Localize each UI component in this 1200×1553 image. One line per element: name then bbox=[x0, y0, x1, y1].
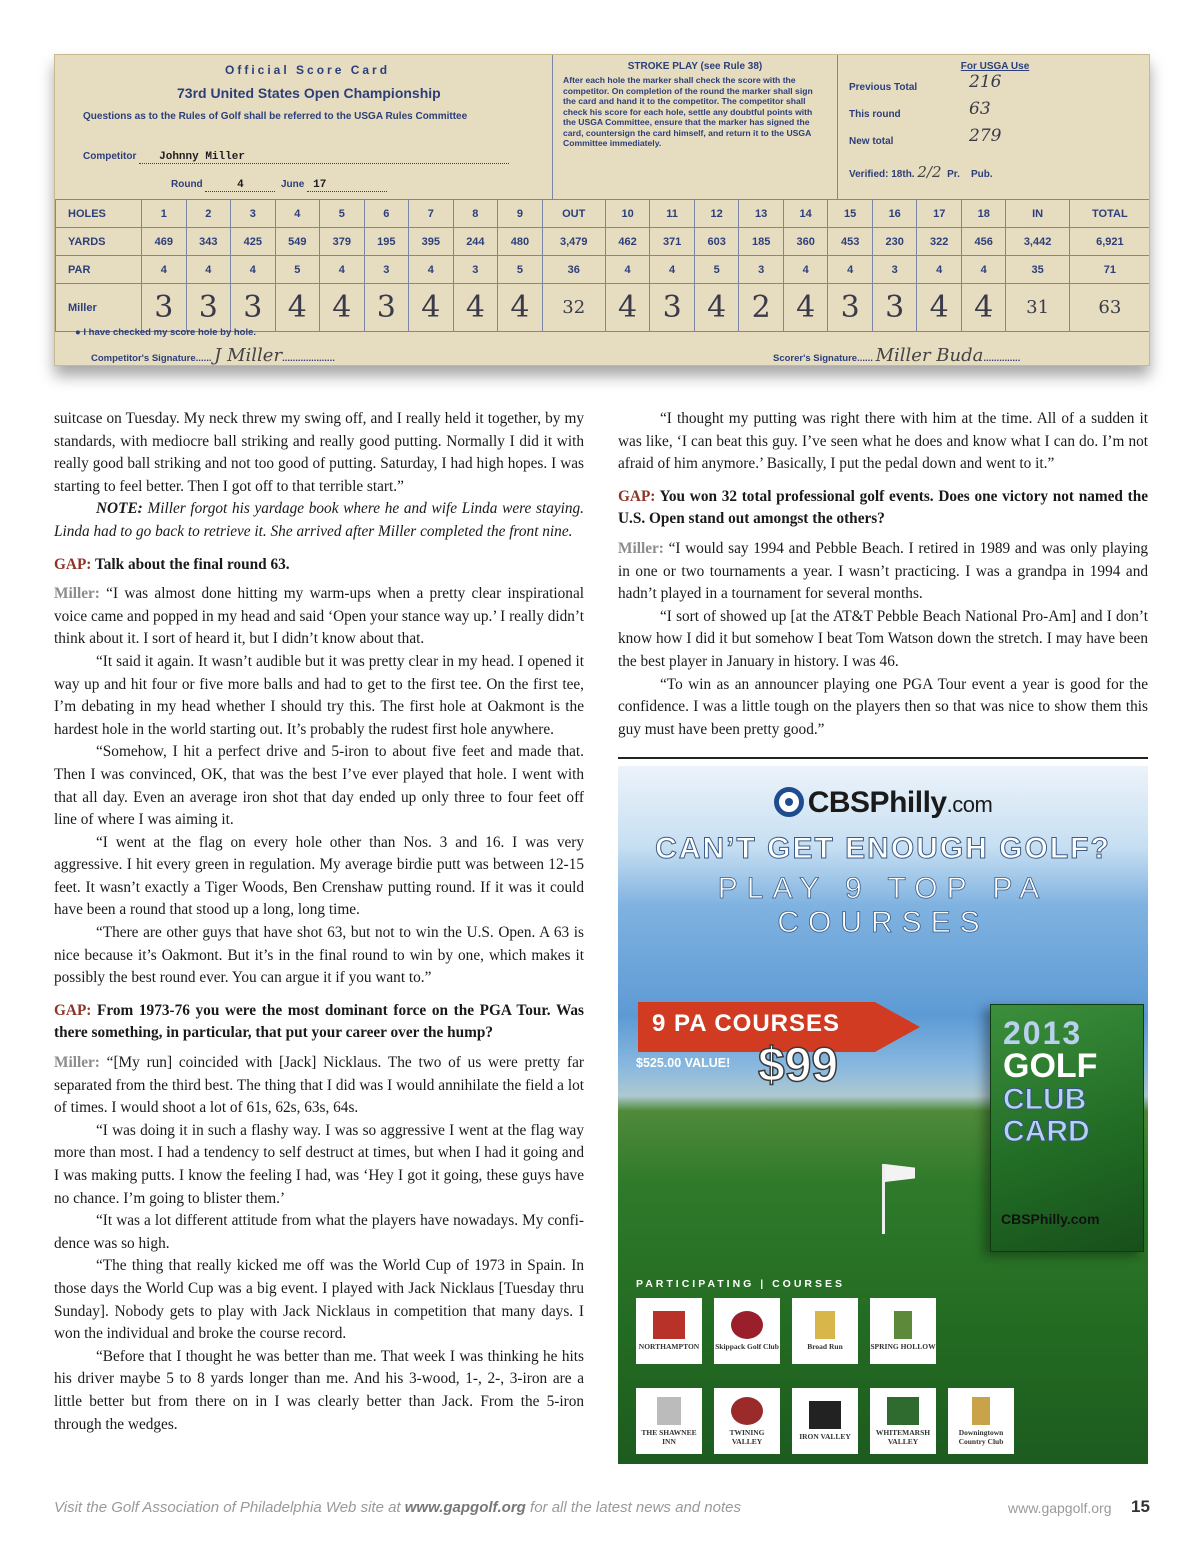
score-card-header bbox=[55, 55, 551, 199]
par-cell: 5 bbox=[694, 256, 739, 284]
holes-cell: 14 bbox=[783, 200, 828, 228]
miller-cell: 63 bbox=[1069, 284, 1150, 332]
miller-cell: 3 bbox=[142, 284, 187, 332]
par-cell: 4 bbox=[409, 256, 454, 284]
yards-cell: 195 bbox=[364, 228, 409, 256]
par-cell: 4 bbox=[783, 256, 828, 284]
par-cell: 5 bbox=[275, 256, 320, 284]
new-total-label: New total bbox=[849, 136, 894, 147]
question-label: GAP: bbox=[54, 555, 92, 573]
holes-cell: 3 bbox=[231, 200, 276, 228]
usga-use-title: For USGA Use bbox=[960, 61, 1030, 72]
par-cell: 4 bbox=[186, 256, 231, 284]
par-cell: 5 bbox=[498, 256, 543, 284]
holes-cell: 13 bbox=[739, 200, 784, 228]
miller-score-row bbox=[56, 284, 1151, 332]
score-card-rules-note: Questions as to the Rules of Golf shall be referred to the USGA Rules Committee bbox=[83, 111, 468, 122]
yards-cell: 395 bbox=[409, 228, 454, 256]
answer bbox=[54, 583, 584, 651]
course-name: Downingtown Country Club bbox=[958, 1427, 1004, 1446]
course-logo bbox=[948, 1388, 1014, 1454]
miller-cell: 4 bbox=[453, 284, 498, 332]
verified-value: 2/2 bbox=[917, 163, 942, 181]
golf-club-card bbox=[990, 1004, 1144, 1252]
article-column-left bbox=[54, 408, 584, 1436]
course-logo bbox=[714, 1298, 780, 1364]
footer-text: Visit the Golf Association of Philadelphia Web site at bbox=[54, 1499, 405, 1516]
page-number: 15 bbox=[1131, 1497, 1150, 1516]
miller-cell: 3 bbox=[231, 284, 276, 332]
card-type: CARD bbox=[1003, 1115, 1090, 1148]
usga-use-box bbox=[839, 55, 1150, 199]
score-card-official-label: Official Score Card bbox=[225, 63, 391, 77]
question bbox=[618, 486, 1148, 531]
par-cell: 3 bbox=[739, 256, 784, 284]
score-card-competitor bbox=[83, 151, 509, 164]
score-card-round bbox=[171, 179, 387, 192]
course-logo bbox=[714, 1388, 780, 1454]
miller-cell: 3 bbox=[186, 284, 231, 332]
round-value: 4 bbox=[237, 179, 244, 191]
ad-brand: CBSPhilly bbox=[807, 786, 947, 819]
previous-total-value: 216 bbox=[969, 72, 1002, 92]
yards-cell: 425 bbox=[231, 228, 276, 256]
holes-cell: 5 bbox=[320, 200, 365, 228]
holes-cell: 9 bbox=[498, 200, 543, 228]
note-label: NOTE: bbox=[96, 500, 143, 518]
holes-cell: 12 bbox=[694, 200, 739, 228]
round-label: Round bbox=[171, 179, 203, 190]
course-logo bbox=[792, 1388, 858, 1454]
holes-cell: 8 bbox=[453, 200, 498, 228]
answer bbox=[618, 538, 1148, 606]
par-cell: 4 bbox=[320, 256, 365, 284]
competitor-signature-label: Competitor's Signature bbox=[91, 353, 196, 364]
yards-cell: 244 bbox=[453, 228, 498, 256]
par-cell: 3 bbox=[453, 256, 498, 284]
card-year: 2013 bbox=[1003, 1015, 1083, 1051]
yards-row bbox=[56, 228, 1151, 256]
par-cell: 36 bbox=[542, 256, 605, 284]
ad-brand-suffix: .com bbox=[946, 792, 993, 817]
answer-text: “[My run] coincided with [Jack] Nicklaus. The two of us were pretty far separated from the third best. The thing that I did was I would annihilate the field a lot of times. I would shoot a lot of 61s, 62s, 63s, 64s. bbox=[54, 1054, 584, 1117]
yards-cell: 322 bbox=[917, 228, 962, 256]
course-name: IRON VALLEY bbox=[799, 1432, 851, 1441]
yards-cell: 360 bbox=[783, 228, 828, 256]
holes-cell: 6 bbox=[364, 200, 409, 228]
question-text: You won 32 total professional golf events. Does one victory not named the U.S. Open stand out amongst the others? bbox=[618, 487, 1148, 528]
miller-cell: 4 bbox=[694, 284, 739, 332]
scorer-signature-line: Scorer's Signature...... Miller Buda.............. bbox=[773, 345, 1021, 366]
golf-flag-icon bbox=[885, 1164, 915, 1182]
course-logo bbox=[870, 1298, 936, 1364]
par-row bbox=[56, 256, 1151, 284]
note-text: Miller forgot his yardage book where he and wife Linda were staying. Linda had to go back to retrieve it. She arrived after Miller completed the front nine. bbox=[54, 500, 584, 540]
competitor-name: Johnny Miller bbox=[159, 151, 245, 163]
miller-cell: 3 bbox=[828, 284, 873, 332]
previous-total-label: Previous Total bbox=[849, 82, 918, 93]
yards-cell: 549 bbox=[275, 228, 320, 256]
stroke-play-title: STROKE PLAY (see Rule 38) bbox=[627, 61, 763, 72]
miller-cell: 4 bbox=[498, 284, 543, 332]
verified-label: Verified: 18th. bbox=[849, 169, 915, 180]
verified-row bbox=[849, 163, 1141, 181]
stroke-play-text: After each hole the marker shall check the score with the competitor. On completion of the round the marker shall sign the card and hand it to the competitor. The competitor shall check his score for each hole, settle any doubtful points with the USGA Committee, ensure that the marker has signed the card, countersign the card himself, and return it to the USGA Committee immediately. bbox=[563, 75, 813, 148]
par-cell: 4 bbox=[828, 256, 873, 284]
course-name: THE SHAWNEE INN bbox=[641, 1427, 697, 1446]
score-grid bbox=[55, 199, 1150, 332]
question bbox=[54, 554, 584, 577]
yards-cell: 456 bbox=[961, 228, 1006, 256]
participating-courses-label: PARTICIPATING | COURSES bbox=[636, 1278, 846, 1290]
card-golf: GOLF bbox=[1003, 1047, 1098, 1085]
answer bbox=[54, 1052, 584, 1120]
question-label: GAP: bbox=[618, 487, 656, 505]
ad-arrow-text: 9 PA COURSES bbox=[652, 1010, 841, 1037]
paragraph: “It was a lot different attitude from what the players have nowadays. My confi-dence was so high. bbox=[54, 1212, 584, 1252]
holes-cell: 18 bbox=[961, 200, 1006, 228]
new-total-row bbox=[849, 126, 1141, 163]
course-name: NORTHAMPTON bbox=[638, 1342, 700, 1351]
miller-cell: 4 bbox=[409, 284, 454, 332]
this-round-label: This round bbox=[849, 109, 901, 120]
holes-cell: IN bbox=[1006, 200, 1069, 228]
holes-cell: 17 bbox=[917, 200, 962, 228]
course-name: Skippack Golf Club bbox=[715, 1342, 779, 1351]
par-cell: 4 bbox=[231, 256, 276, 284]
editor-note bbox=[54, 498, 584, 543]
yards-cell: 3,442 bbox=[1006, 228, 1069, 256]
pr-label: Pr. bbox=[947, 169, 960, 180]
miller-cell: 4 bbox=[320, 284, 365, 332]
checked-statement: ● I have checked my score hole by hole. bbox=[75, 327, 257, 338]
paragraph: “Before that I thought he was better than me. That week I was thinking he hits his driver maybe 5 to 8 yards longer than me. And his 3-wood, 1-, 2-, 3-iron are a little better but from there on in I was clearly better than Jack. From the 5-iron through the wedges. bbox=[54, 1347, 584, 1433]
miller-cell: 4 bbox=[917, 284, 962, 332]
course-logo bbox=[792, 1298, 858, 1364]
competitor-label: Competitor bbox=[83, 151, 137, 162]
par-cell: 35 bbox=[1006, 256, 1069, 284]
yards-cell: 185 bbox=[739, 228, 784, 256]
holes-cell: 7 bbox=[409, 200, 454, 228]
yards-cell: 379 bbox=[320, 228, 365, 256]
paragraph: “Somehow, I hit a perfect drive and 5-iron to about five feet and made that. Then I was convinced, OK, that was the best I’ve ever played that hole. I went with that all day. Even an average iron shot that day ended up only three to four feet off line of where I was aiming it. bbox=[54, 743, 584, 829]
article-column-right bbox=[618, 408, 1148, 741]
competitor-signature-line: Competitor's Signature...... J Miller.................... bbox=[91, 345, 335, 366]
paragraph: “I went at the flag on every hole other than Nos. 3 and 16. I was very aggressive. I hit every green in regulation. My average birdie putt was between 12-15 feet. It wasn’t exactly a Tiger Woods, Ben Crenshaw putting round. If it was it could have been a round that stood up a long, long time. bbox=[54, 833, 584, 919]
par-cell: 4 bbox=[961, 256, 1006, 284]
card-club: CLUB bbox=[1003, 1083, 1087, 1116]
month-label: June bbox=[281, 179, 305, 190]
course-name: WHITEMARSH VALLEY bbox=[875, 1427, 931, 1446]
miller-cell: 3 bbox=[650, 284, 695, 332]
holes-cell: 2 bbox=[186, 200, 231, 228]
yards-cell: 371 bbox=[650, 228, 695, 256]
par-cell: 4 bbox=[605, 256, 650, 284]
miller-cell: 4 bbox=[961, 284, 1006, 332]
holes-cell: 11 bbox=[650, 200, 695, 228]
ad-headline: CAN’T GET ENOUGH GOLF? bbox=[655, 832, 1111, 865]
par-cell: 4 bbox=[917, 256, 962, 284]
holes-row bbox=[56, 200, 1151, 228]
answer-label: Miller: bbox=[54, 1054, 100, 1072]
par-cell: PAR bbox=[56, 256, 142, 284]
miller-cell: 3 bbox=[364, 284, 409, 332]
holes-cell: 10 bbox=[605, 200, 650, 228]
competitor-signature: J Miller bbox=[214, 345, 283, 366]
miller-cell: Miller bbox=[56, 284, 142, 332]
holes-cell: HOLES bbox=[56, 200, 142, 228]
paragraph: “I was doing it in such a flashy way. I was so aggressive I went at the flag way more than most. I had a tendency to self destruct at times, but when I had it going and I was making putts. I know the feeling I had, was ‘Hey I got it going, these guys have no chance. I’m going to blister them.’ bbox=[54, 1121, 584, 1207]
miller-cell: 2 bbox=[739, 284, 784, 332]
ad-subheadline: PLAY 9 TOP PA COURSES bbox=[717, 872, 1049, 939]
miller-cell: 32 bbox=[542, 284, 605, 332]
footer-text-end: for all the latest news and notes bbox=[525, 1499, 741, 1516]
yards-cell: 603 bbox=[694, 228, 739, 256]
paragraph: “It said it again. It wasn’t audible but it was pretty clear in my head. I opened it way up and hit four or five more balls and had to get to the first tee. On the first tee, I’m debating in my head whether I should try this. The first hole at Oakmont is the hardest hole in the world starting out. It’s probably the rudest first hole anywhere. bbox=[54, 652, 584, 738]
question-text: From 1973-76 you were the most dominant force on the PGA Tour. Was there something, in particular, that put your career over the hump? bbox=[54, 1001, 585, 1042]
cbs-eye-icon bbox=[774, 787, 804, 817]
miller-cell: 4 bbox=[783, 284, 828, 332]
yards-cell: 462 bbox=[605, 228, 650, 256]
previous-total-row bbox=[849, 72, 1141, 109]
yards-cell: 469 bbox=[142, 228, 187, 256]
yards-cell: 3,479 bbox=[542, 228, 605, 256]
paragraph: “I sort of showed up [at the AT&T Pebble Beach National Pro-Am] and I don’t know how I did it but somehow I beat Tom Watson down the stretch. I may have been the best player in January in history. I was 46. bbox=[618, 607, 1148, 670]
card-brand: CBSPhilly.com bbox=[1001, 1211, 1100, 1227]
paragraph: “I thought my putting was right there with him at the time. All of a sudden it was like, ‘I can beat this guy. I’ve seen what he does and know what I can do. I’m not afraid of him anymore.’ Basically, I put the pedal down and went to it.” bbox=[618, 410, 1148, 473]
pub-label: Pub. bbox=[970, 169, 993, 180]
cbs-philly-logo bbox=[618, 786, 1148, 820]
course-logo bbox=[870, 1388, 936, 1454]
answer-label: Miller: bbox=[618, 539, 664, 557]
course-logo bbox=[636, 1388, 702, 1454]
flag-pole bbox=[882, 1164, 885, 1234]
yards-cell: 343 bbox=[186, 228, 231, 256]
yards-cell: 453 bbox=[828, 228, 873, 256]
paragraph: “There are other guys that have shot 63, but not to win the U.S. Open. A 63 is nice because it’s Oakmont. But it’s in the final round to win by one, which makes it possibly the best round ever. You can argue it if you want to.” bbox=[54, 924, 584, 987]
holes-cell: 1 bbox=[142, 200, 187, 228]
par-cell: 4 bbox=[142, 256, 187, 284]
ad-value: $525.00 VALUE! bbox=[636, 1056, 731, 1070]
new-total-value: 279 bbox=[969, 126, 1002, 146]
ad-price: $99 bbox=[758, 1039, 839, 1092]
yards-cell: 480 bbox=[498, 228, 543, 256]
miller-cell: 31 bbox=[1006, 284, 1069, 332]
answer-text: “I would say 1994 and Pebble Beach. I retired in 1989 and was only playing in one or two tournaments a year. I wasn’t practicing. I was a grandpa in 1994 and hadn’t played in a tournament for several months. bbox=[618, 539, 1149, 603]
paragraph: “The thing that really kicked me off was the World Cup of 1973 in Spain. In those days the World Cup was a big event. I played with Jack Nicklaus [Tuesday thru Sunday]. Nobody gets to play with Jack Nicklaus in competition that many days. I won the individual and broke the course record. bbox=[54, 1257, 584, 1343]
miller-cell: 4 bbox=[605, 284, 650, 332]
answer-label: Miller: bbox=[54, 585, 100, 603]
paragraph: “To win as an announcer playing one PGA Tour event a year is good for the confidence. I was a little tough on the players then so that was nice to show them this guy must have been pretty good.” bbox=[618, 675, 1148, 738]
course-name: Broad Run bbox=[807, 1342, 843, 1351]
checked-text: I have checked my score hole by hole. bbox=[83, 327, 257, 338]
yards-cell: 6,921 bbox=[1069, 228, 1150, 256]
score-card-championship: 73rd United States Open Championship bbox=[177, 85, 441, 101]
par-cell: 71 bbox=[1069, 256, 1150, 284]
miller-cell: 3 bbox=[872, 284, 917, 332]
stroke-play-rules bbox=[552, 55, 838, 199]
holes-cell: 15 bbox=[828, 200, 873, 228]
answer-text: “I was almost done hitting my warm-ups when a pretty clear inspirational voice came and popped in my head and said ‘Open your stance way up.’ I really didn’t think about it. I sort of heard it, but I didn’t know about that. bbox=[54, 585, 584, 648]
par-cell: 3 bbox=[364, 256, 409, 284]
score-card-image bbox=[54, 54, 1150, 366]
footer-link[interactable]: www.gapgolf.org bbox=[404, 1499, 526, 1516]
day-value: 17 bbox=[313, 179, 327, 191]
footer-site[interactable]: www.gapgolf.org bbox=[1008, 1500, 1112, 1516]
holes-cell: TOTAL bbox=[1069, 200, 1150, 228]
column-divider bbox=[618, 757, 1148, 759]
course-logo bbox=[636, 1298, 702, 1364]
question bbox=[54, 1000, 584, 1045]
course-name: TWINING VALLEY bbox=[729, 1427, 765, 1446]
footer-note bbox=[54, 1499, 741, 1516]
question-label: GAP: bbox=[54, 1001, 92, 1019]
paragraph: suitcase on Tuesday. My neck threw my swing off, and I really held it together, by my standards, with mediocre ball striking and really good putting. Normally I did it with really good ball striking and not too good of putting. Saturday, I had high hopes. I was starting to feel better. Then I got off to that terrible start.” bbox=[54, 410, 584, 495]
holes-cell: 16 bbox=[872, 200, 917, 228]
this-round-value: 63 bbox=[969, 99, 991, 119]
scorer-signature-label: Scorer's Signature bbox=[773, 353, 858, 364]
scorer-signature: Miller Buda bbox=[875, 345, 984, 366]
holes-cell: OUT bbox=[542, 200, 605, 228]
yards-cell: YARDS bbox=[56, 228, 142, 256]
miller-cell: 4 bbox=[275, 284, 320, 332]
par-cell: 3 bbox=[872, 256, 917, 284]
question-text: Talk about the final round 63. bbox=[94, 555, 290, 573]
cbs-philly-ad[interactable] bbox=[618, 766, 1148, 1464]
course-name: SPRING HOLLOW bbox=[870, 1342, 936, 1351]
holes-cell: 4 bbox=[275, 200, 320, 228]
yards-cell: 230 bbox=[872, 228, 917, 256]
par-cell: 4 bbox=[650, 256, 695, 284]
